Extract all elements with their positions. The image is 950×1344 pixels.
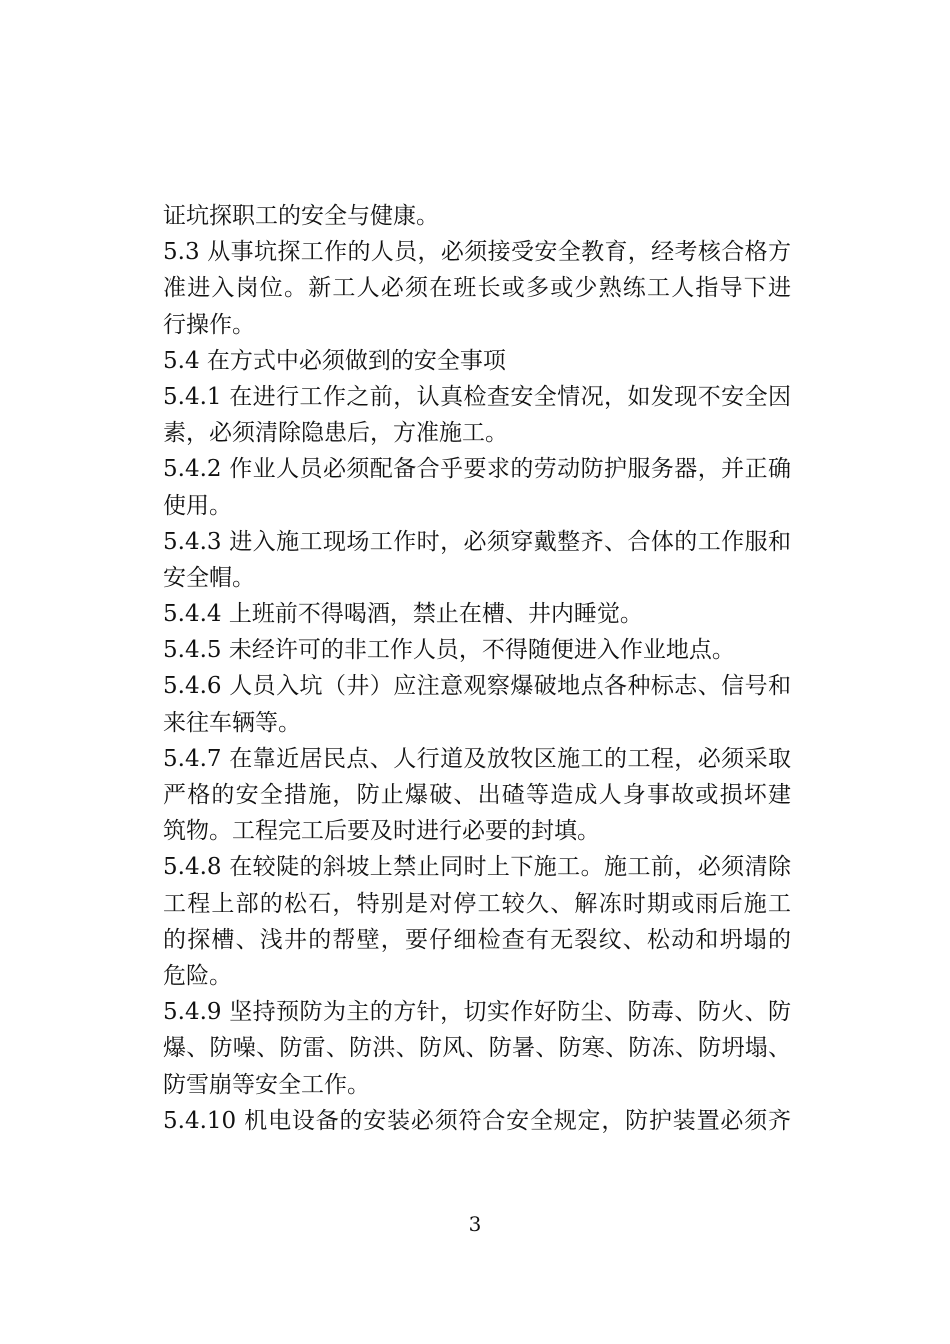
text-line: 行操作。: [163, 311, 255, 338]
text-line: 5.4.7 在靠近居民点、人行道及放牧区施工的工程，必须采取: [163, 745, 791, 772]
text-line: 准进入岗位。新工人必须在班长或多或少熟练工人指导下进: [163, 275, 791, 302]
text-line: 5.3 从事坑探工作的人员，必须接受安全教育，经考核合格方: [163, 239, 791, 266]
document-body: [163, 198, 791, 1139]
text-line: 使用。: [163, 492, 232, 519]
text-line: 5.4.8 在较陡的斜坡上禁止同时上下施工。施工前，必须清除: [163, 854, 791, 881]
text-line: 5.4.2 作业人员必须配备合乎要求的劳动防护服务器，并正确: [163, 456, 791, 483]
text-line: 证坑探职工的安全与健康。: [163, 203, 439, 229]
text-line: 5.4.5 未经许可的非工作人员，不得随便进入作业地点。: [163, 637, 735, 664]
text-line: 来往车辆等。: [163, 709, 301, 736]
text-line: 5.4.4 上班前不得喝酒，禁止在槽、井内睡觉。: [163, 601, 643, 628]
text-line: 5.4.6 人员入坑（井）应注意观察爆破地点各种标志、信号和: [163, 673, 791, 700]
text-line: 严格的安全措施，防止爆破、出碴等造成人身事故或损坏建: [163, 782, 791, 808]
text-line: 5.4.3 进入施工现场工作时，必须穿戴整齐、合体的工作服和: [163, 528, 791, 555]
text-line: 5.4.1 在进行工作之前，认真检查安全情况，如发现不安全因: [163, 383, 791, 410]
section-heading: 5.4 在方式中必须做到的安全事项: [163, 347, 506, 374]
text-line: 筑物。工程完工后要及时进行必要的封填。: [163, 818, 600, 845]
page-number: 3: [468, 1212, 482, 1236]
text-line: 5.4.10 机电设备的安装必须符合安全规定，防护装置必须齐: [163, 1107, 791, 1134]
text-line: 爆、防噪、防雷、防洪、防风、防暑、防寒、防冻、防坍塌、: [163, 1035, 791, 1062]
text-line: 安全帽。: [163, 564, 255, 591]
text-line: 的探槽、浅井的帮壁，要仔细检查有无裂纹、松动和坍塌的: [163, 926, 791, 953]
text-line: 危险。: [163, 962, 232, 989]
text-line: 素，必须清除隐患后，方准施工。: [163, 420, 508, 447]
text-line: 5.4.9 坚持预防为主的方针，切实作好防尘、防毒、防火、防: [163, 999, 791, 1026]
text-line: 防雪崩等安全工作。: [163, 1071, 370, 1098]
text-line: 工程上部的松石，特别是对停工较久、解冻时期或雨后施工: [163, 890, 791, 917]
